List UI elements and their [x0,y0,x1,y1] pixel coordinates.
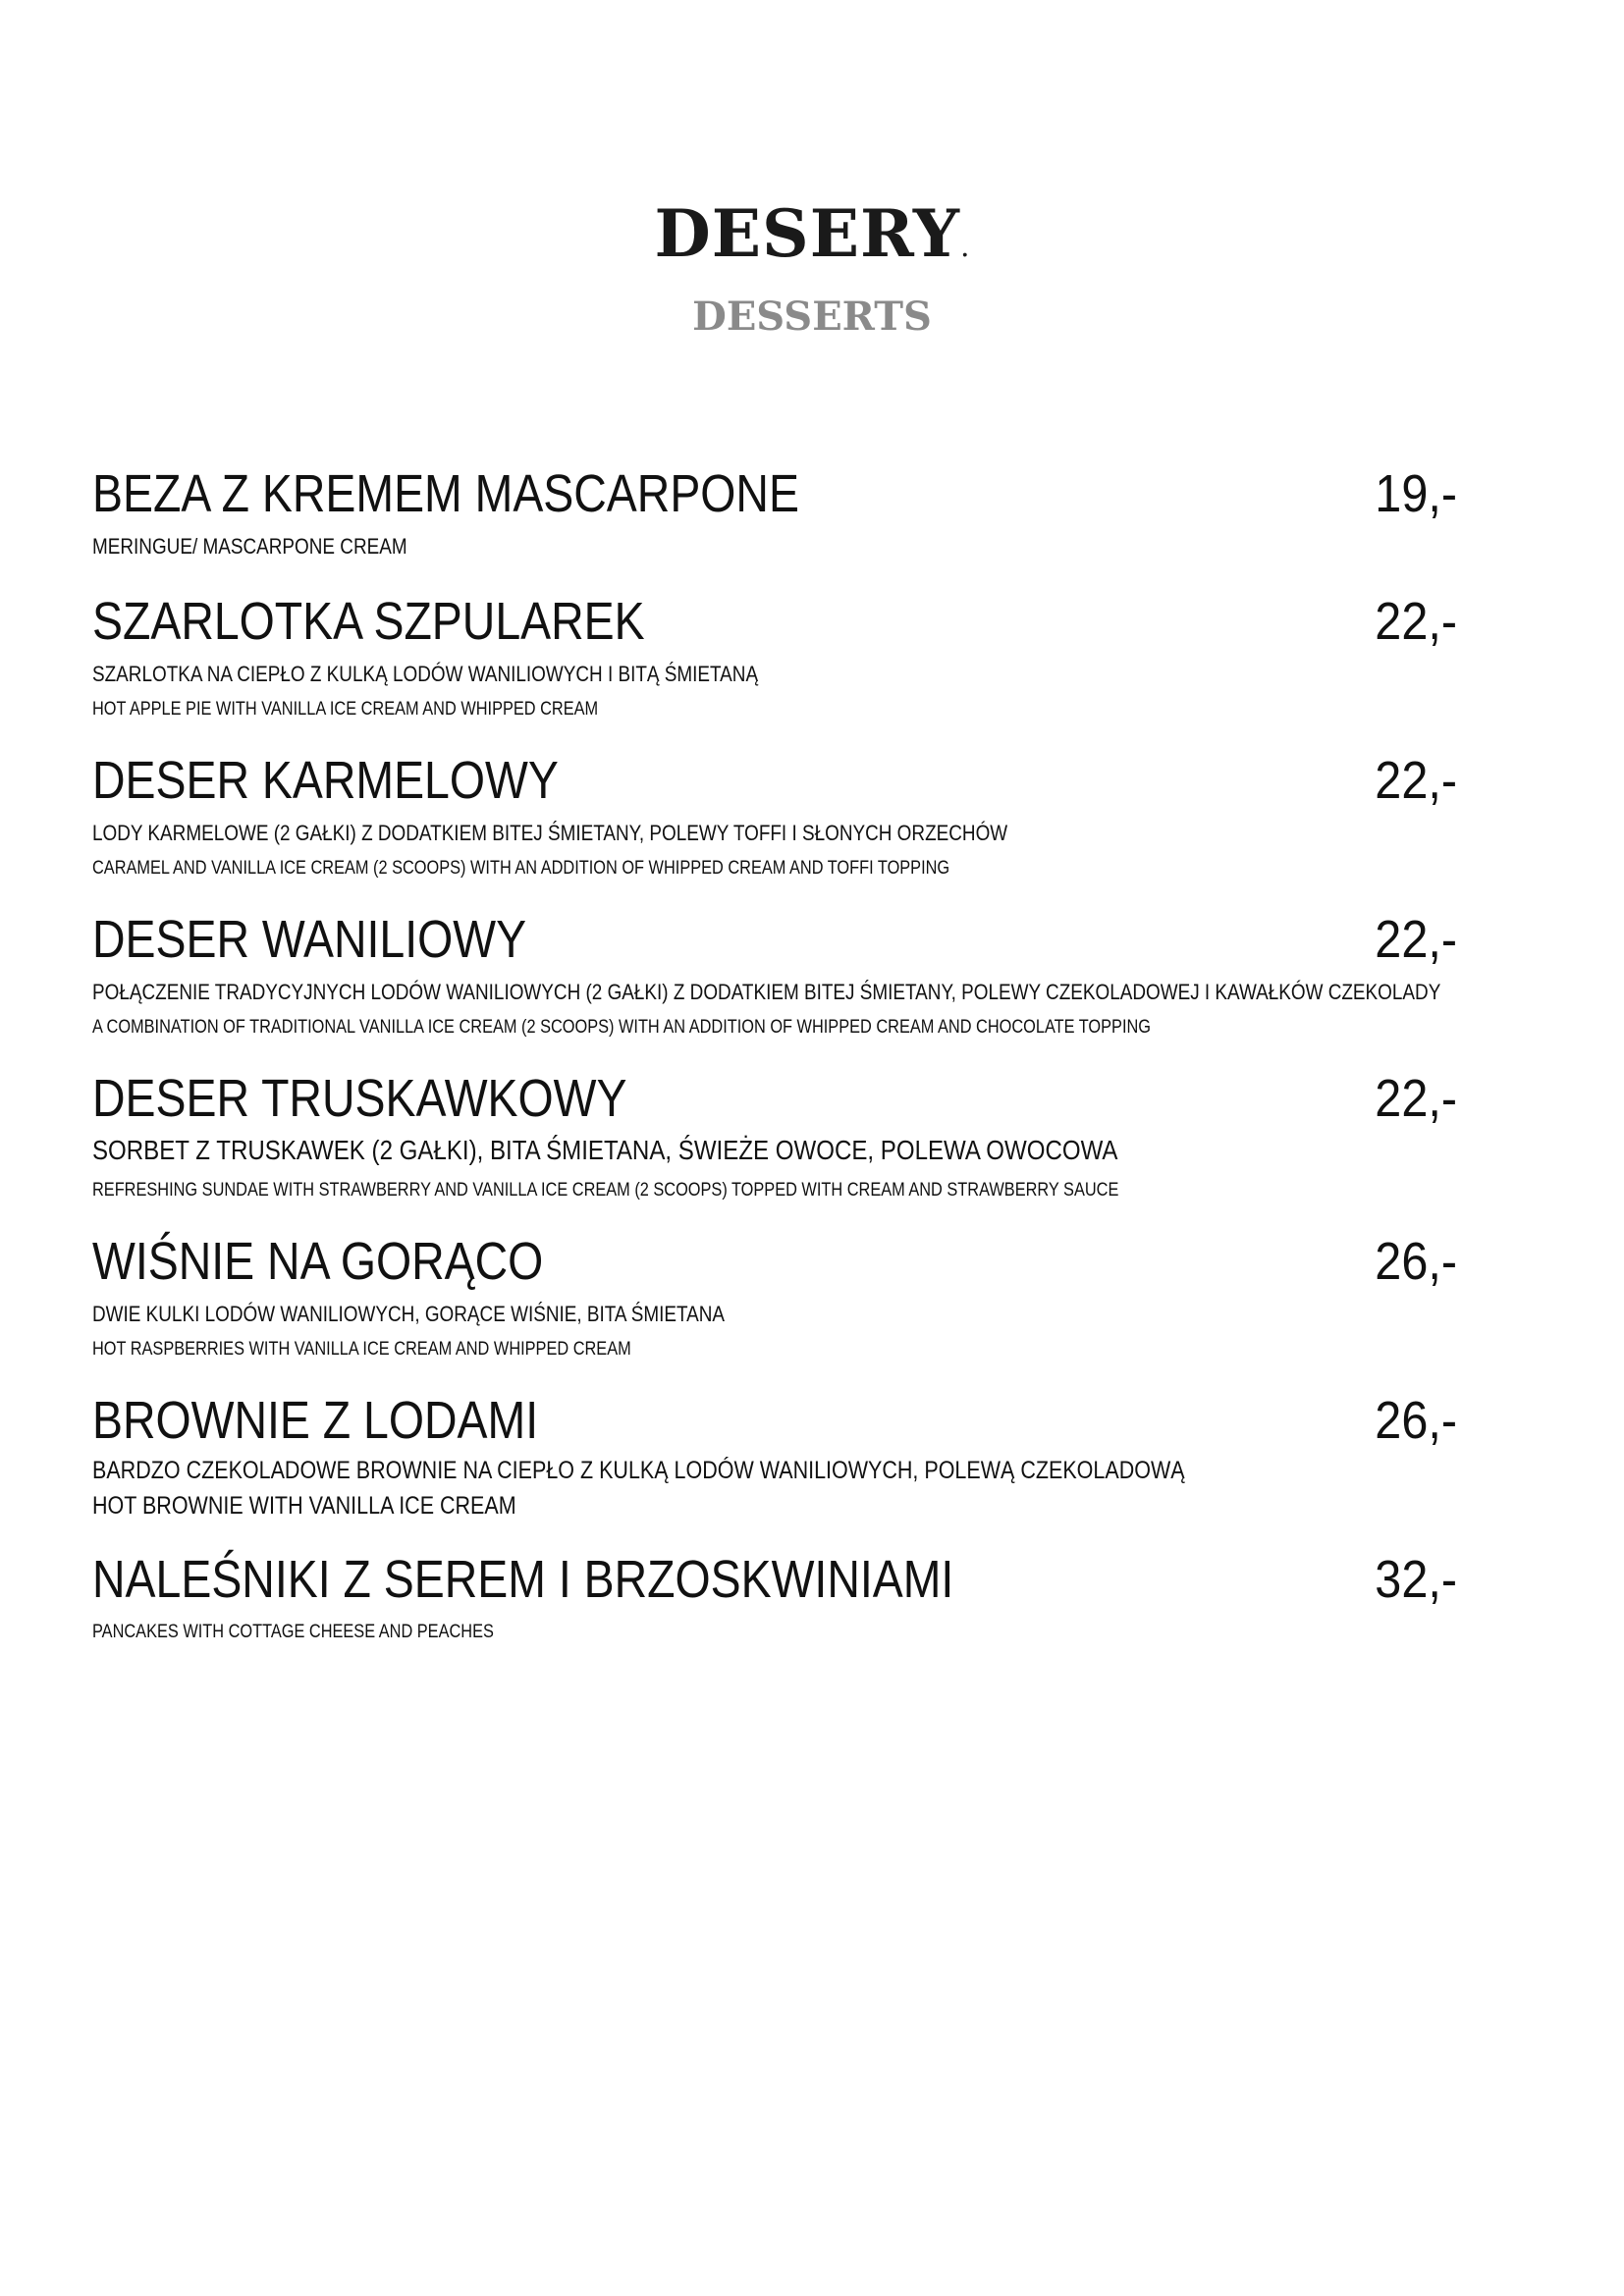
item-name: BEZA Z KREMEM MASCARPONE [92,464,799,523]
menu-item [92,589,1457,724]
item-price: 26,- [1375,1232,1457,1291]
menu-item [92,461,1457,561]
menu-item-head [92,1388,1457,1453]
item-description-pl: SORBET Z TRUSKAWEK (2 GAŁKI), BITA ŚMIETANA, ŚWIEŻE OWOCE, POLEWA OWOCOWA [92,1135,1118,1165]
item-description-pl: LODY KARMELOWE (2 GAŁKI) Z DODATKIEM BITEJ ŚMIETANY, POLEWY TOFFI I SŁONYCH ORZECHÓW [92,821,1008,845]
menu-item-head [92,907,1457,972]
item-name: DESER WANILIOWY [92,910,527,969]
menu-item [92,1066,1457,1205]
menu-item-head [92,1229,1457,1294]
item-price: 22,- [1375,592,1457,651]
item-description-en: A COMBINATION OF TRADITIONAL VANILLA ICE CREAM (2 SCOOPS) WITH AN ADDITION OF WHIPPED CREAM AND CHOCOLATE TOPPING [92,1017,1151,1038]
item-name: DESER TRUSKAWKOWY [92,1069,627,1128]
menu-item [92,907,1457,1042]
item-name: WIŚNIE NA GORĄCO [92,1232,544,1291]
title-dot: . [959,230,970,264]
item-description-pl: DWIE KULKI LODÓW WANILIOWYCH, GORĄCE WIŚNIE, BITA ŚMIETANA [92,1302,726,1326]
menu-item [92,748,1457,883]
item-description-en: HOT BROWNIE WITH VANILLA ICE CREAM [92,1492,516,1520]
item-description-pl: SZARLOTKA NA CIEPŁO Z KULKĄ LODÓW WANILIOWYCH I BITĄ ŚMIETANĄ [92,662,759,686]
menu-item [92,1388,1457,1523]
item-description-en: PANCAKES WITH COTTAGE CHEESE AND PEACHES [92,1622,494,1642]
item-price: 19,- [1375,464,1457,523]
item-description-en: REFRESHING SUNDAE WITH STRAWBERRY AND VANILLA ICE CREAM (2 SCOOPS) TOPPED WITH CREAM AND STRAWBERRY SAUCE [92,1180,1119,1201]
item-price: 22,- [1375,910,1457,969]
item-price: 26,- [1375,1391,1457,1450]
menu-item-head [92,748,1457,813]
item-name: DESER KARMELOWY [92,751,559,810]
item-price: 32,- [1375,1550,1457,1609]
menu-item-head [92,589,1457,654]
item-description-pl: BARDZO CZEKOLADOWE BROWNIE NA CIEPŁO Z KULKĄ LODÓW WANILIOWYCH, POLEWĄ CZEKOLADOWĄ [92,1457,1185,1484]
item-name: NALEŚNIKI Z SEREM I BRZOSKWINIAMI [92,1550,954,1609]
page-subtitle: DESSERTS [692,294,932,340]
page-title: DESERY [654,195,960,272]
item-description-en: HOT RASPBERRIES WITH VANILLA ICE CREAM AND WHIPPED CREAM [92,1339,631,1360]
menu-item-head [92,1547,1457,1612]
item-price: 22,- [1375,751,1457,810]
menu-item-head [92,1066,1457,1131]
menu-item-head [92,461,1457,526]
item-price: 22,- [1375,1069,1457,1128]
item-description-pl: POŁĄCZENIE TRADYCYJNYCH LODÓW WANILIOWYCH (2 GAŁKI) Z DODATKIEM BITEJ ŚMIETANY, POLEWY CZEKOLADOWEJ I KAWAŁKÓW CZEKOLADY [92,980,1441,1004]
item-name: BROWNIE Z LODAMI [92,1391,539,1450]
menu-item [92,1229,1457,1364]
menu-header [0,194,1624,342]
item-description-en: CARAMEL AND VANILLA ICE CREAM (2 SCOOPS) WITH AN ADDITION OF WHIPPED CREAM AND TOFFI TOPPING [92,858,950,879]
menu-item [92,1547,1457,1647]
item-description-en: HOT APPLE PIE WITH VANILLA ICE CREAM AND WHIPPED CREAM [92,699,599,720]
item-description-en: MERINGUE/ MASCARPONE CREAM [92,534,407,559]
item-name: SZARLOTKA SZPULAREK [92,592,645,651]
dessert-menu-list [92,461,1457,1671]
